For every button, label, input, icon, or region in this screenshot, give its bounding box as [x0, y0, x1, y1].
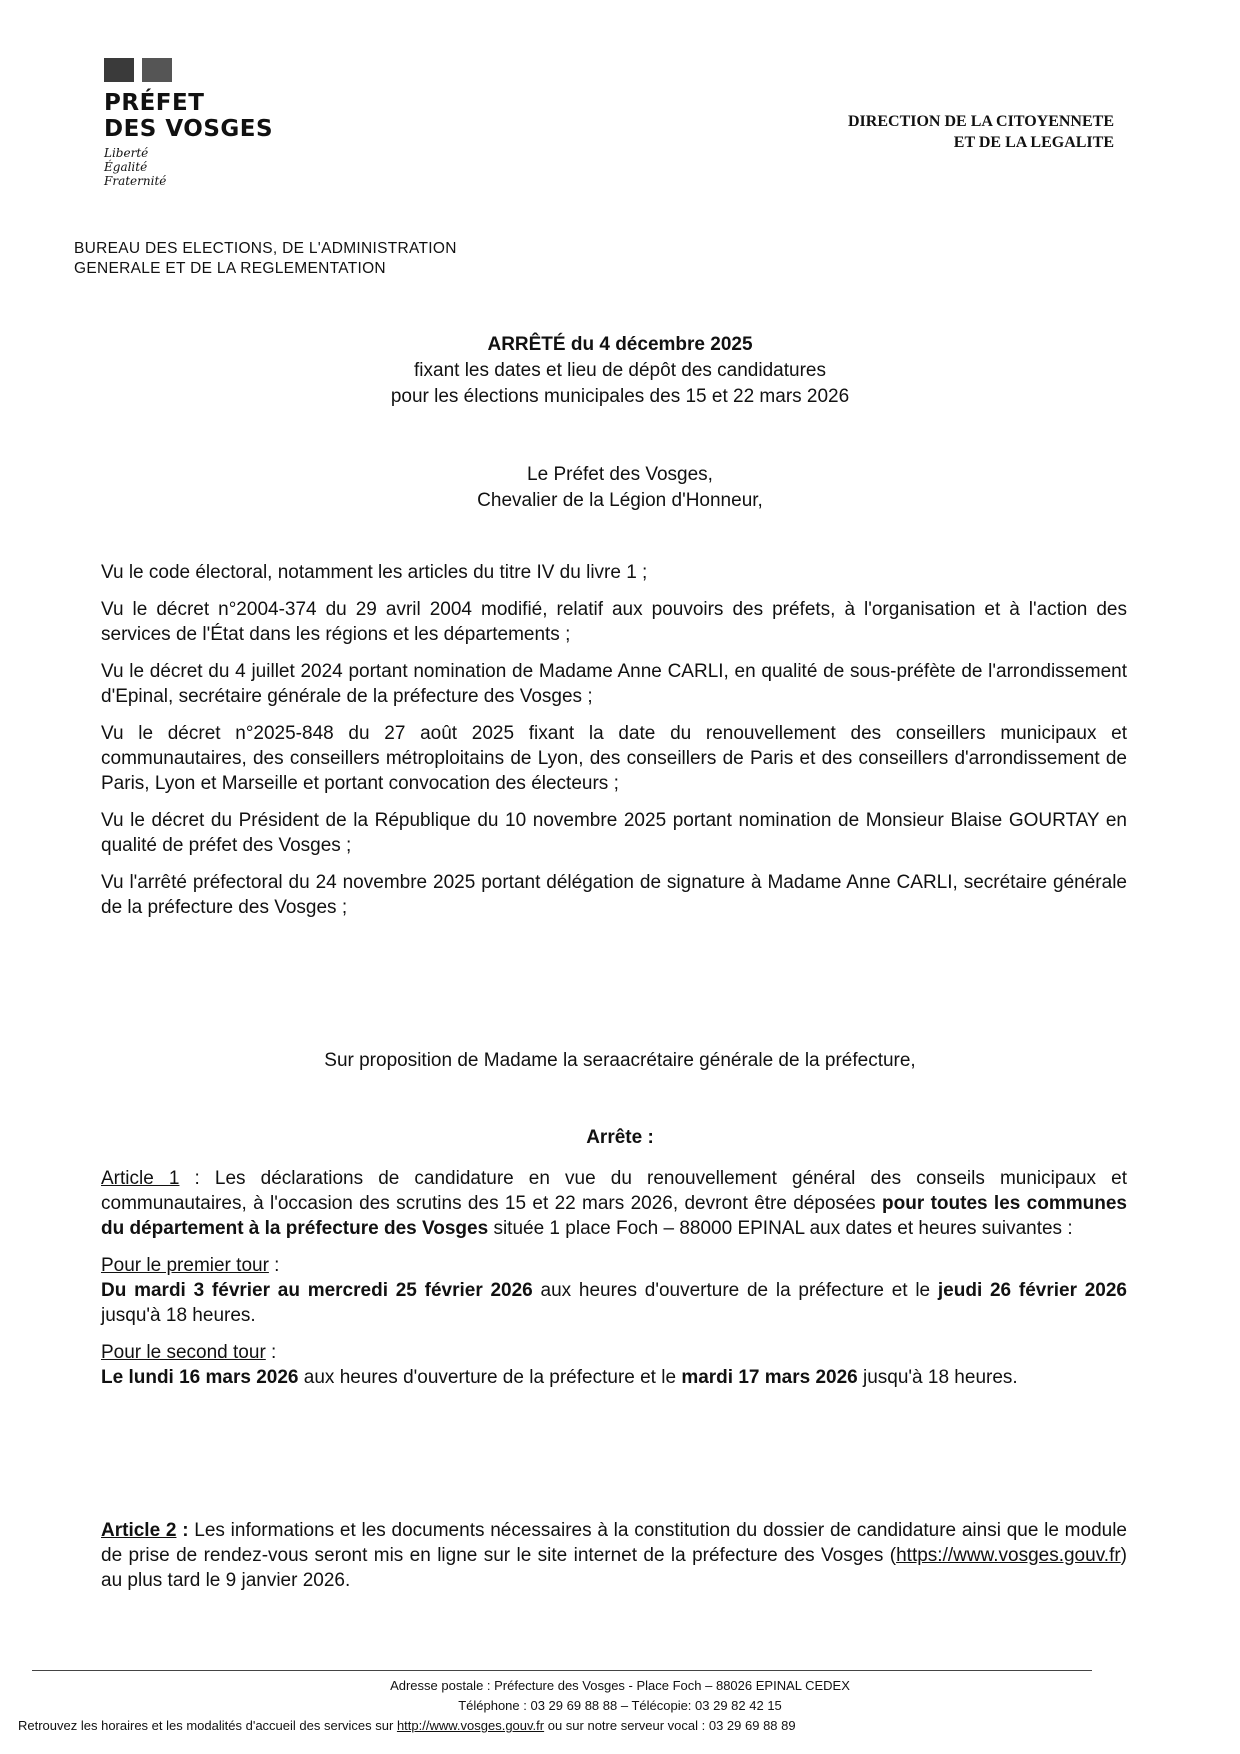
vu-paragraph: Vu le décret n°2025-848 du 27 août 2025 fixant la date du renouvellement des conseillers municipaux et communautaires, des conseillers métroploitains de Lyon, des conseillers de Paris et des conseillers d'arrondissement de Paris, Lyon et Marseille et portant convocation des électeurs ; [101, 723, 1127, 794]
article-2-label: Article 2 [101, 1520, 177, 1541]
vu-paragraph: Vu l'arrêté préfectoral du 24 novembre 2025 portant délégation de signature à Madame Anne CARLI, secrétaire générale de la préfecture des Vosges ; [101, 872, 1127, 918]
direction-heading: DIRECTION DE LA CITOYENNETE ET DE LA LEGALITE [848, 113, 1114, 151]
authority-block: Le Préfet des Vosges, Chevalier de la Légion d'Honneur, [477, 464, 763, 511]
proposal-line: Sur proposition de Madame la seraacrétaire générale de la préfecture, [324, 1050, 916, 1071]
footer-info: Retrouvez les horaires et les modalités d'accueil des services sur http://www.vosges.gouv.fr ou sur notre serveur vocal : 03 29 69 88 89 [18, 1718, 796, 1733]
footer-address: Adresse postale : Préfecture des Vosges - Place Foch – 88026 EPINAL CEDEX [390, 1678, 850, 1693]
document-title: ARRÊTÉ du 4 décembre 2025 fixant les dates et lieu de dépôt des candidatures pour les élections municipales des 15 et 22 mars 2026 [390, 334, 850, 407]
arrete-heading: Arrête : [586, 1127, 654, 1148]
marianne-flag-icon [104, 58, 273, 82]
vu-paragraph: Vu le code électoral, notamment les articles du titre IV du livre 1 ; [101, 562, 648, 583]
footer-divider [32, 1670, 1092, 1671]
footer-website-link[interactable]: http://www.vosges.gouv.fr [396, 1718, 545, 1733]
article-2: Article 2 : Les informations et les documents nécessaires à la constitution du dossier de candidature ainsi que le module de prise de rendez-vous seront mis en ligne sur le site internet de la préfecture des Vosges (https://www.vosges.gouv.fr) au plus tard le 9 janvier 2026. [101, 1520, 1127, 1591]
first-round: Pour le premier tour : Du mardi 3 février au mercredi 25 février 2026 aux heures d'ouverture de la préfecture et le jeudi 26 février 2026 jusqu'à 18 heures. [101, 1255, 1128, 1326]
article-1: Article 1 : Les déclarations de candidature en vue du renouvellement général des conseils municipaux et communautaires, à l'occasion des scrutins des 15 et 22 mars 2026, devront être déposées pour toutes les communes du département à la préfecture des Vosges située 1 place Foch – 88000 EPINAL aux dates et heures suivantes : Pour le premier tour : Du mardi 3 février au mercredi 25 février 2026 aux heures d'ouverture de la préfecture et le jeudi 26 février 2026 jusqu'à 18 heures. Pour le second tour : Le lundi 16 mars 2026 aux heures d'ouverture de la préfecture et le mardi 17 mars 2026 jusqu'à 18 heures. [101, 1168, 1128, 1388]
footer [0, 1676, 1240, 1733]
vu-paragraph: Vu le décret n°2004-374 du 29 avril 2004 modifié, relatif aux pouvoirs des préfets, à l'organisation et à l'action des services de l'État dans les régions et les départements ; [101, 599, 1127, 645]
bureau-heading: BUREAU DES ELECTIONS, DE L'ADMINISTRATION GENERALE ET DE LA REGLEMENTATION [74, 240, 457, 277]
vu-paragraph: Vu le décret du Président de la République du 10 novembre 2025 portant nomination de Monsieur Blaise GOURTAY en qualité de préfet des Vosges ; [101, 810, 1127, 856]
prefecture-logo [104, 58, 273, 188]
article-1-label: Article 1 [101, 1168, 180, 1189]
vu-paragraph: Vu le décret du 4 juillet 2024 portant nomination de Madame Anne CARLI, en qualité de sous-préfète de l'arrondissement d'Epinal, secrétaire générale de la préfecture des Vosges ; [101, 661, 1127, 707]
logo-title: PRÉFET DES VOSGES [104, 90, 274, 142]
legal-references [101, 560, 1127, 932]
footer-phone: Téléphone : 03 29 69 88 88 – Télécopie: 03 29 82 42 15 [458, 1698, 782, 1713]
republic-motto: Liberté Égalité Fraternité [104, 146, 167, 188]
second-round: Pour le second tour : Le lundi 16 mars 2026 aux heures d'ouverture de la préfecture et le mardi 17 mars 2026 jusqu'à 18 heures. [101, 1342, 1018, 1388]
prefecture-website-link[interactable]: https://www.vosges.gouv.fr [896, 1545, 1121, 1566]
